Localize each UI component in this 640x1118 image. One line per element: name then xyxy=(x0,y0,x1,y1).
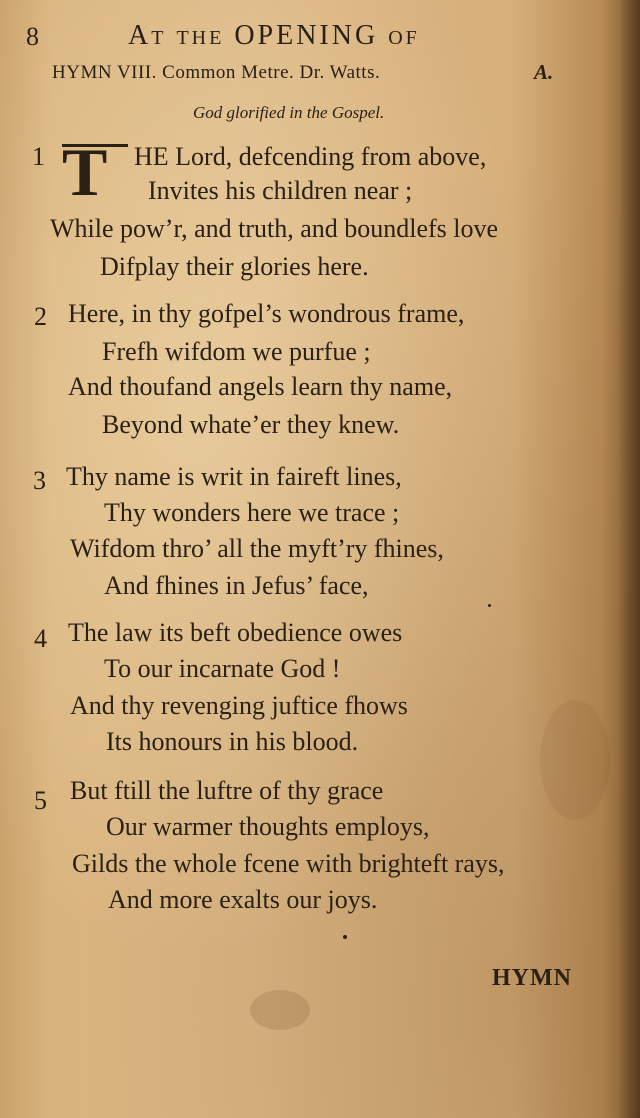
stanza-number: 4 xyxy=(34,624,47,653)
verse-line: Thy name is writ in faireft lines, xyxy=(66,462,402,491)
verse-line: To our incarnate God ! xyxy=(104,654,341,683)
hymn-subtitle: God glorified in the Gospel. xyxy=(193,103,385,122)
stanza-number: 2 xyxy=(34,302,47,331)
running-head: At the OPENING of xyxy=(128,20,420,51)
stanza-number: 3 xyxy=(33,466,46,495)
verse-line: HE Lord, defcending from above, xyxy=(134,142,487,171)
verse-line: While pow’r, and truth, and boundlefs love xyxy=(50,214,499,243)
catchword: HYMN xyxy=(492,965,572,991)
verse-line: And more exalts our joys. xyxy=(108,885,378,914)
verse-line: Beyond whate’er they knew. xyxy=(102,410,400,439)
verse-line: And thy revenging juftice fhows xyxy=(70,691,408,720)
verse-line: And fhines in Jefus’ face, xyxy=(104,571,369,600)
ink-speck xyxy=(343,935,347,939)
verse-line: Invites his children near ; xyxy=(148,176,413,205)
paper-stain xyxy=(540,700,610,820)
verse-line: Difplay their glories here. xyxy=(100,252,369,281)
verse-line: Gilds the whole fcene with brighteft rays, xyxy=(72,849,505,878)
page-number: 8 xyxy=(26,22,39,51)
stanza-number: 1 xyxy=(32,142,45,171)
verse-line: And thoufand angels learn thy name, xyxy=(68,372,453,401)
verse-line: The law its beft obedience owes xyxy=(68,618,403,647)
verse-line: But ftill the luftre of thy grace xyxy=(70,776,384,805)
verse-line: Thy wonders here we trace ; xyxy=(104,498,400,527)
verse-line: Frefh wifdom we purfue ; xyxy=(102,337,371,366)
verse-line: Here, in thy gofpel’s wondrous frame, xyxy=(68,299,465,328)
stanza-number: 5 xyxy=(34,786,47,815)
hymn-heading: HYMN VIII. Common Metre. Dr. Watts. xyxy=(52,62,381,83)
ink-speck xyxy=(488,604,491,607)
verse-line: Our warmer thoughts employs, xyxy=(106,812,430,841)
verse-line: Its honours in his blood. xyxy=(106,727,359,756)
signature-mark: A. xyxy=(534,60,554,84)
drop-cap: T xyxy=(62,134,108,210)
paper-stain xyxy=(250,990,310,1030)
verse-line: Wifdom thro’ all the myft’ry fhines, xyxy=(70,534,444,563)
